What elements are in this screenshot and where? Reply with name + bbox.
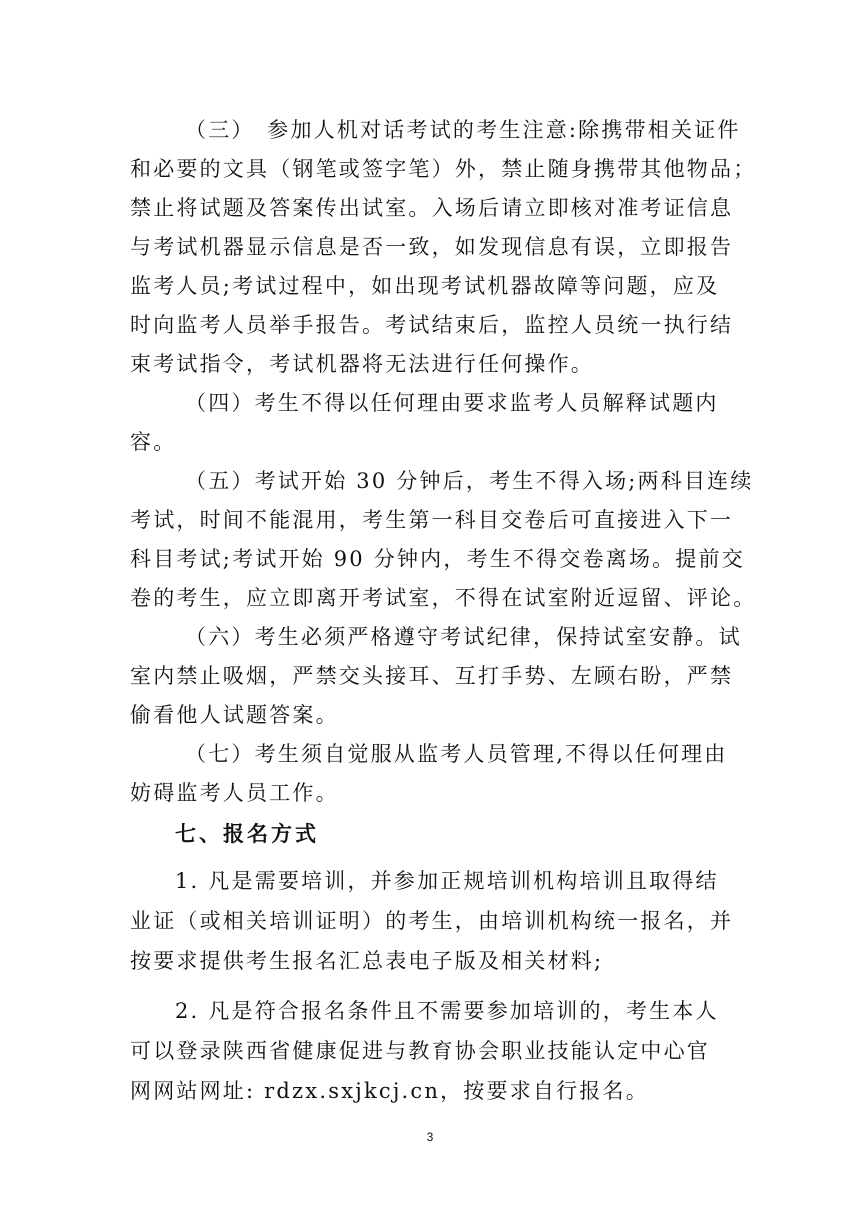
paragraph-7-line-1: （七）考生须自觉服从监考人员管理,不得以任何理由 [185,742,728,766]
paragraph-5-line-4: 卷的考生，应立即离开考试室，不得在试室附近逗留、评论。 [130,586,757,610]
paragraph-3-line-2: 和必要的文具（钢笔或签字笔）外，禁止随身携带其他物品； [130,157,757,181]
paragraph-6-line-2: 室内禁止吸烟，严禁交头接耳、互打手势、左顾右盼，严禁 [130,664,734,688]
paragraph-3-line-3: 禁止将试题及答案传出试室。入场后请立即核对准考证信息 [130,196,734,220]
paragraph-4-line-2: 容。 [130,430,177,454]
item-2-line-1: 2. 凡是符合报名条件且不需要参加培训的，考生本人 [175,999,719,1023]
paragraph-6-line-3: 偷看他人试题答案。 [130,703,339,727]
item-1-line-2: 业证（或相关培训证明）的考生，由培训机构统一报名，并 [130,909,734,933]
paragraph-3-line-6: 时向监考人员举手报告。考试结束后，监控人员统一执行结 [130,313,734,337]
paragraph-5-line-3: 科目考试;考试开始 90 分钟内，考生不得交卷离场。提前交 [130,547,745,571]
section-heading: 七、报名方式 [175,822,319,846]
paragraph-5-line-2: 考试，时间不能混用，考生第一科目交卷后可直接进入下一 [130,508,734,532]
paragraph-4-line-1: （四）考生不得以任何理由要求监考人员解释试题内 [185,391,719,415]
paragraph-6-line-1: （六）考生必须严格遵守考试纪律，保持试室安静。试 [185,625,742,649]
paragraph-7-line-2: 妨碍监考人员工作。 [130,781,339,805]
paragraph-3-line-7: 束考试指令，考试机器将无法进行任何操作。 [130,352,594,376]
paragraph-5-line-1: （五）考试开始 30 分钟后，考生不得入场;两科目连续 [185,469,754,493]
item-1-line-1: 1. 凡是需要培训，并参加正规培训机构培训且取得结 [175,869,719,893]
paragraph-3-line-4: 与考试机器显示信息是否一致，如发现信息有误，立即报告 [130,235,734,259]
item-1-line-3: 按要求提供考生报名汇总表电子版及相关材料; [130,949,604,973]
paragraph-3-line-5: 监考人员;考试过程中，如出现考试机器故障等问题，应及 [130,274,720,298]
item-2-line-3: 网网站网址: rdzx.sxjkcj.cn，按要求自行报名。 [130,1079,649,1103]
item-2-line-2: 可以登录陕西省健康促进与教育协会职业技能认定中心官 [130,1039,710,1063]
paragraph-3-line-1: （三） 参加人机对话考试的考生注意:除携带相关证件 [185,118,741,142]
page-number: 3 [426,1130,434,1144]
